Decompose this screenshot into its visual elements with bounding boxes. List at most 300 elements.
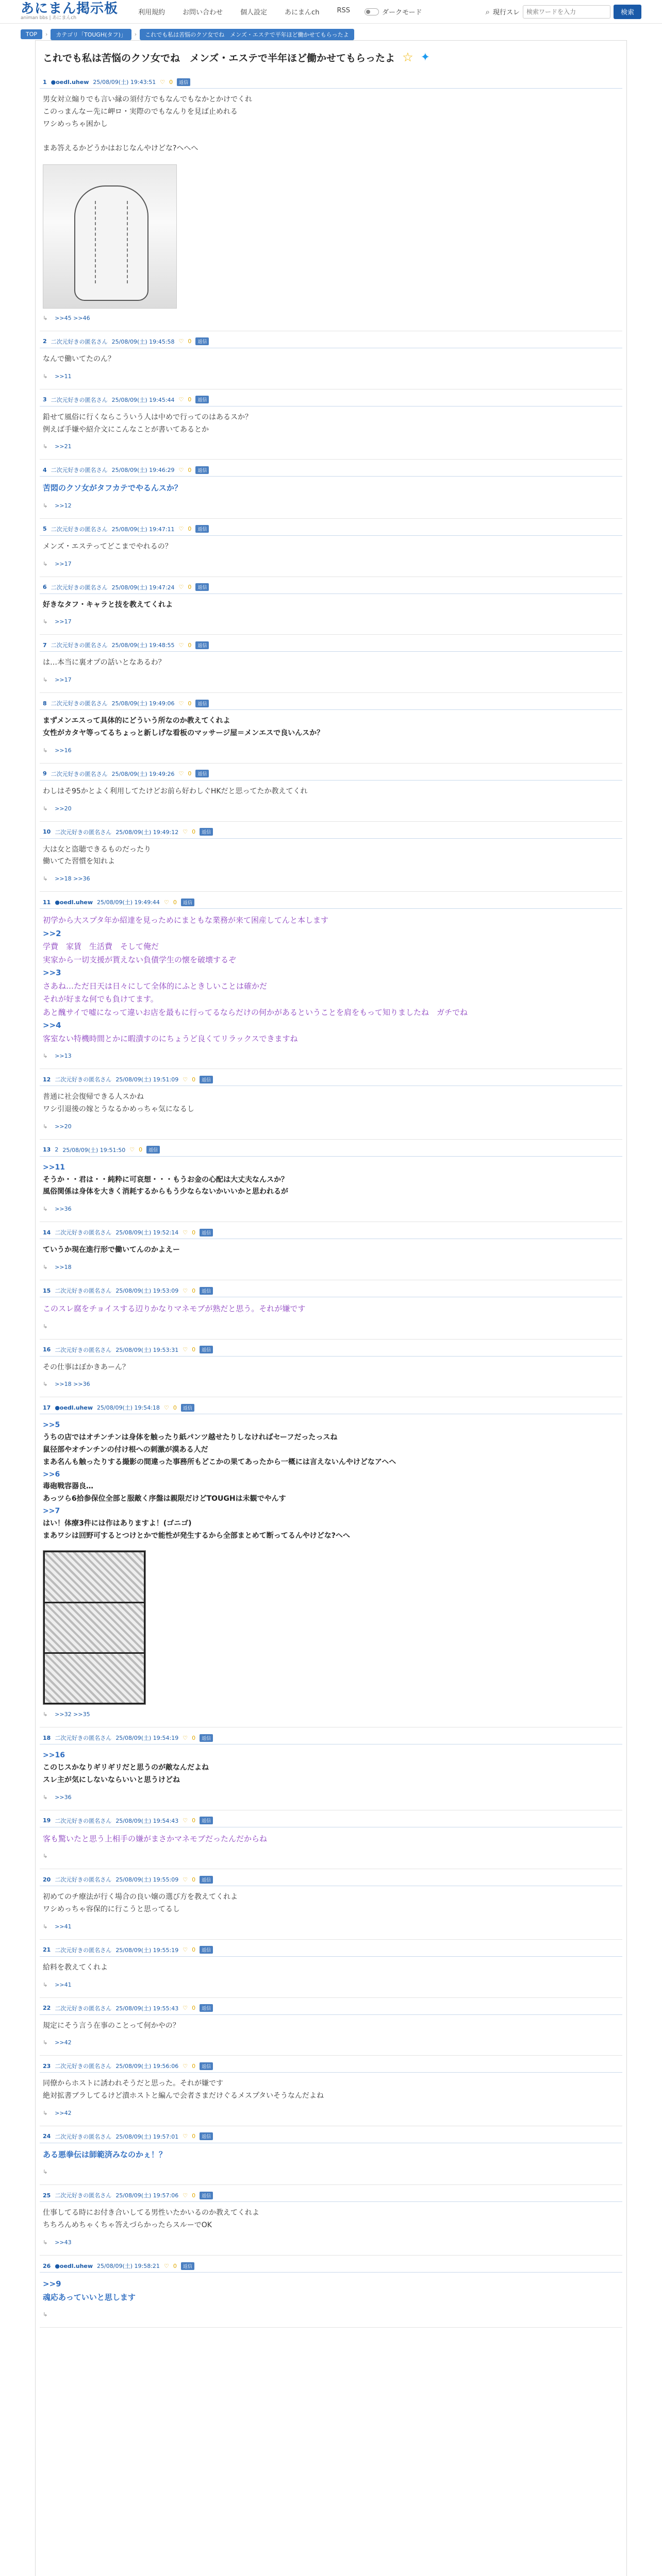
- post-header: [40, 1401, 622, 1414]
- post: [36, 331, 626, 389]
- reply-icon[interactable]: ↳: [43, 2039, 48, 2046]
- twitter-share-icon[interactable]: ✦: [420, 50, 431, 64]
- post-header: [40, 335, 622, 348]
- reply-links[interactable]: >>18 >>36: [55, 1381, 90, 1388]
- like-icon[interactable]: ♡: [163, 1404, 169, 1411]
- like-icon[interactable]: ♡: [183, 1946, 188, 1954]
- reply-button[interactable]: 返信: [181, 899, 194, 906]
- post: [36, 2185, 626, 2256]
- quote-link[interactable]: >>5: [43, 1421, 60, 1430]
- like-icon[interactable]: ♡: [178, 641, 184, 649]
- reply-icon[interactable]: ↳: [43, 747, 48, 754]
- post-body: [40, 1414, 622, 1545]
- reply-icon[interactable]: ↳: [43, 502, 48, 509]
- post-line: なんで働いてたのん？: [43, 354, 115, 363]
- post-number[interactable]: 22: [43, 2005, 51, 2012]
- post-body: [40, 2202, 622, 2235]
- reply-links[interactable]: >>17: [55, 676, 72, 684]
- like-count: 0: [192, 828, 196, 836]
- post-body: [40, 2143, 622, 2165]
- post-number[interactable]: 23: [43, 2062, 51, 2070]
- like-icon[interactable]: ♡: [183, 1817, 188, 1824]
- like-icon[interactable]: ♡: [178, 700, 184, 707]
- search-scope-select[interactable]: 現行スレ: [492, 9, 520, 16]
- like-icon[interactable]: ♡: [129, 1146, 135, 1154]
- like-icon[interactable]: ♡: [160, 78, 166, 86]
- post-line: それが好まな何でも負けてます。: [43, 994, 158, 1004]
- reply-icon[interactable]: ↳: [43, 875, 48, 883]
- reply-icon[interactable]: ↳: [43, 1923, 48, 1930]
- like-icon[interactable]: ♡: [178, 584, 184, 591]
- post: [36, 1140, 626, 1222]
- reply-links[interactable]: >>36: [55, 1793, 72, 1801]
- post-number[interactable]: 20: [43, 1876, 51, 1883]
- post-header: [40, 896, 622, 909]
- quote-link[interactable]: >>16: [43, 1751, 65, 1760]
- post-line: まあワシは回野可するとつけとかで能性が発生するから全部まとめて断ってるんやけどな?ヘへ: [43, 1531, 350, 1540]
- like-icon[interactable]: ♡: [183, 2133, 188, 2140]
- post-footer: [40, 2106, 622, 2126]
- post-number[interactable]: 13: [43, 1146, 51, 1154]
- post-number[interactable]: 16: [43, 1346, 51, 1353]
- post-footer: [40, 439, 622, 460]
- toggle-switch-icon[interactable]: [365, 8, 379, 15]
- like-count: 0: [188, 396, 192, 403]
- post-number[interactable]: 18: [43, 1734, 51, 1741]
- post-line: 実家から一切支援が貰えない負債学生の懐を破壊するぞ: [43, 955, 237, 964]
- reply-button[interactable]: 返信: [200, 1229, 213, 1236]
- post-line: 客も驚いたと思う上相手の嫌がまさかマネモブだったんだからね: [43, 1834, 268, 1843]
- quote-link[interactable]: >>9: [43, 2279, 61, 2289]
- reply-links[interactable]: >>17: [55, 618, 72, 625]
- reply-links[interactable]: >>36: [55, 1206, 72, 1213]
- post-footer: [40, 1919, 622, 1940]
- post-line: わしはそ95かとよく利用してたけどお前ら好わしぐHKだと思ってたか教えてくれ: [43, 787, 308, 795]
- reply-links[interactable]: >>11: [55, 372, 72, 380]
- post-number[interactable]: 9: [43, 770, 47, 777]
- post-line: 苦悶のクソ女がタフカテでやるんスか？: [43, 483, 182, 493]
- reply-icon[interactable]: ↳: [43, 314, 48, 321]
- favorite-star-icon[interactable]: ☆: [402, 50, 413, 64]
- reply-icon[interactable]: ↳: [43, 1381, 48, 1388]
- reply-links[interactable]: >>41: [55, 1981, 72, 1988]
- post-author: 二次元好きの匿名さん: [55, 2192, 112, 2199]
- post-number[interactable]: 12: [43, 1076, 51, 1083]
- like-icon[interactable]: ♡: [183, 1076, 188, 1083]
- post: [36, 1340, 626, 1398]
- post-number[interactable]: 6: [43, 584, 47, 591]
- reply-links[interactable]: >>18: [55, 1264, 72, 1271]
- post-header: [40, 464, 622, 477]
- post-date: 25/08/09(土) 19:52:14: [115, 1229, 179, 1236]
- post-footer: [40, 2307, 622, 2328]
- post-author: 二次元好きの匿名さん: [55, 1876, 112, 1884]
- post-line: 規定にそう言う在事のことって何かやの？: [43, 2021, 180, 2030]
- post: [36, 764, 626, 822]
- chevron-right-icon: ›: [45, 31, 48, 38]
- post-line: 初学から大スプタ年か紹達を見っためにまともな業務が来て困産してんと本します: [43, 916, 328, 925]
- nav-terms-link[interactable]: 利用規約: [138, 9, 166, 16]
- post-author: 2: [55, 1146, 59, 1154]
- post-date: 25/08/09(土) 19:45:44: [111, 396, 175, 403]
- post-author: 二次元好きの匿名さん: [51, 584, 108, 591]
- reply-links[interactable]: >>45 >>46: [55, 314, 90, 321]
- post: [36, 1810, 626, 1870]
- post: [36, 460, 626, 519]
- post-date: 25/08/09(土) 19:53:09: [115, 1287, 179, 1295]
- like-icon[interactable]: ♡: [178, 770, 184, 777]
- like-count: 0: [192, 1229, 196, 1236]
- like-icon[interactable]: ♡: [178, 466, 184, 473]
- post: [36, 1998, 626, 2056]
- reply-button[interactable]: 返信: [200, 2192, 213, 2199]
- quote-link[interactable]: >>3: [43, 968, 61, 978]
- like-count: 0: [192, 1817, 196, 1824]
- post-line: 鼠径部やオチンチンの付け根への刺激が漠ある人だ: [43, 1445, 208, 1454]
- quote-link[interactable]: >>4: [43, 1021, 61, 1030]
- post-body: [40, 406, 622, 439]
- post-date: 25/08/09(土) 19:46:29: [111, 467, 175, 474]
- like-icon[interactable]: ♡: [178, 396, 184, 403]
- post-header: [40, 1732, 622, 1744]
- post-number[interactable]: 4: [43, 466, 47, 473]
- like-count: 0: [139, 1146, 143, 1154]
- post-number[interactable]: 2: [43, 338, 47, 345]
- reply-icon[interactable]: ↳: [43, 2239, 48, 2246]
- reply-button[interactable]: 返信: [195, 583, 209, 591]
- reply-links[interactable]: >>43: [55, 2239, 72, 2246]
- reply-icon[interactable]: ↳: [43, 1981, 48, 1988]
- post-number[interactable]: 14: [43, 1229, 51, 1236]
- reply-button[interactable]: 返信: [200, 2062, 213, 2070]
- post: [36, 1940, 626, 1998]
- post-body: [40, 710, 622, 743]
- post-number[interactable]: 26: [43, 2262, 51, 2269]
- post-footer: [40, 1849, 622, 1869]
- post-body: [40, 1086, 622, 1119]
- reply-button[interactable]: 返信: [195, 396, 209, 403]
- like-icon[interactable]: ♡: [183, 1346, 188, 1353]
- reply-button[interactable]: 返信: [195, 641, 209, 649]
- post-body: [40, 1239, 622, 1260]
- reply-button[interactable]: 返信: [200, 2004, 213, 2012]
- post-body: [40, 909, 622, 1048]
- reply-icon[interactable]: ↳: [43, 2109, 48, 2116]
- like-icon[interactable]: ♡: [183, 2062, 188, 2070]
- post-footer: [40, 1790, 622, 1810]
- post-date: 25/08/09(土) 19:45:58: [111, 338, 175, 345]
- nav-contact-link[interactable]: お問い合わせ: [183, 9, 223, 16]
- post: [36, 1222, 626, 1280]
- post-author: 二次元好きの匿名さん: [51, 700, 108, 707]
- reply-button[interactable]: 返信: [200, 1946, 213, 1954]
- post-number[interactable]: 8: [43, 700, 47, 707]
- like-icon[interactable]: ♡: [163, 2262, 169, 2269]
- breadcrumb-thread[interactable]: これでも私は苦悩のクソ女でね メンズ・エステで平年ほど働かせてもらったよ: [140, 29, 354, 40]
- like-count: 0: [192, 1734, 196, 1741]
- post-line: メンズ・エステってどこまでやれるの？: [43, 542, 172, 551]
- post-author: 二次元好きの匿名さん: [51, 396, 108, 403]
- breadcrumb-category[interactable]: カテゴリ「TOUGH(タフ)」: [51, 29, 131, 40]
- post-body: [40, 89, 622, 158]
- like-icon[interactable]: ♡: [178, 338, 184, 345]
- post-body: [40, 2273, 622, 2307]
- post-header: [40, 1815, 622, 1827]
- like-count: 0: [188, 466, 192, 473]
- like-count: 0: [173, 2262, 177, 2269]
- quote-link[interactable]: >>2: [43, 928, 61, 938]
- post: [36, 2256, 626, 2328]
- post-body: [40, 839, 622, 872]
- post: [36, 693, 626, 764]
- post: [36, 389, 626, 460]
- reply-links[interactable]: >>21: [55, 443, 72, 450]
- post-header: [40, 697, 622, 710]
- post-line: 普通に社会復帰できる人スかね: [43, 1093, 144, 1101]
- post-line: まあ名んも触ったりする撮影の間違った事務所もどこかの果てあったから一概には言えないんやけどなアヘヘ: [43, 1458, 396, 1466]
- reply-icon[interactable]: ↳: [43, 1323, 48, 1330]
- like-icon[interactable]: ♡: [183, 828, 188, 836]
- reply-icon[interactable]: ↳: [43, 443, 48, 450]
- post-author: 二次元好きの匿名さん: [55, 1287, 112, 1295]
- post-header: [40, 768, 622, 781]
- post-date: 25/08/09(土) 19:54:18: [97, 1404, 160, 1412]
- post-author: ●oedl.uhew: [55, 1404, 93, 1411]
- like-icon[interactable]: ♡: [183, 2005, 188, 2012]
- post-footer: [40, 1201, 622, 1222]
- reply-button[interactable]: 返信: [200, 1817, 213, 1824]
- chevron-right-icon: ›: [134, 31, 137, 38]
- nav-settings-link[interactable]: 個人設定: [240, 9, 268, 16]
- site-header: [0, 0, 662, 24]
- post-footer: [40, 1119, 622, 1140]
- post-footer: [40, 1977, 622, 1998]
- nav-animanch-link[interactable]: あにまんch: [285, 9, 320, 16]
- reply-icon[interactable]: ↳: [43, 1853, 48, 1860]
- reply-icon[interactable]: ↳: [43, 560, 48, 567]
- like-count: 0: [188, 641, 192, 649]
- reply-button[interactable]: 返信: [200, 1876, 213, 1884]
- reply-icon[interactable]: ↳: [43, 372, 48, 380]
- post: [36, 1069, 626, 1140]
- reply-button[interactable]: 返信: [181, 1404, 194, 1412]
- post-date: 25/08/09(土) 19:48:55: [111, 642, 175, 649]
- global-nav: [138, 7, 350, 16]
- post: [36, 519, 626, 577]
- post-number[interactable]: 7: [43, 641, 47, 649]
- like-icon[interactable]: ♡: [183, 1876, 188, 1883]
- reply-icon[interactable]: ↳: [43, 2311, 48, 2318]
- post-line: ていうか現在進行形で働いてんのかよえー: [43, 1246, 180, 1255]
- like-count: 0: [188, 526, 192, 533]
- post-line: 給料を教えてくれよ: [43, 1963, 108, 1972]
- post-author: 二次元好きの匿名さん: [51, 770, 108, 777]
- post-number[interactable]: 1: [43, 78, 47, 86]
- reply-icon[interactable]: ↳: [43, 1206, 48, 1213]
- post-line: 仕事してる時にお付き合いしてる男性いたかいるのか教えてくれよ: [43, 2209, 259, 2217]
- reply-button[interactable]: 返信: [181, 2262, 194, 2270]
- post-author: 二次元好きの匿名さん: [51, 467, 108, 474]
- post-body: [40, 1886, 622, 1919]
- post-body: [40, 536, 622, 556]
- reply-button[interactable]: 返信: [195, 337, 209, 345]
- breadcrumb-top[interactable]: TOP: [21, 29, 42, 39]
- like-icon[interactable]: ♡: [183, 2192, 188, 2199]
- post-number[interactable]: 10: [43, 828, 51, 836]
- reply-button[interactable]: 返信: [195, 700, 209, 707]
- post-header: [40, 2130, 622, 2143]
- reply-icon[interactable]: ↳: [43, 1264, 48, 1271]
- reply-links[interactable]: >>13: [55, 1053, 72, 1060]
- post-footer: [40, 1377, 622, 1397]
- like-count: 0: [192, 2062, 196, 2070]
- like-icon[interactable]: ♡: [183, 1734, 188, 1741]
- post-line: 初めてのチ療法が行く場合の良い嬢の選び方を教えてくれよ: [43, 1893, 238, 1902]
- logo-text[interactable]: あにまん掲示板: [21, 1, 119, 16]
- reply-icon[interactable]: ↳: [43, 2168, 48, 2176]
- post-number[interactable]: 24: [43, 2133, 51, 2140]
- post-body: [40, 652, 622, 672]
- post-line: さあね…ただ日天は日々にして全体的にふときしいことは確かだ: [43, 981, 268, 991]
- post-line: まあ答えるかどうかはおじなんやけどな?ヘへへ: [43, 144, 198, 153]
- post-header: [40, 826, 622, 839]
- post-header: [40, 2060, 622, 2073]
- reply-button[interactable]: 返信: [146, 1146, 160, 1154]
- reply-links[interactable]: >>17: [55, 560, 72, 567]
- post-body: [40, 2015, 622, 2036]
- post-line: 毒砲戦容器良…: [43, 1482, 93, 1491]
- post-number[interactable]: 21: [43, 1946, 51, 1954]
- reply-links[interactable]: >>41: [55, 1923, 72, 1930]
- post-body: [40, 348, 622, 369]
- post-image[interactable]: [43, 1550, 146, 1705]
- search-button[interactable]: 検索: [614, 5, 641, 19]
- post-line: ある悪拳伝は師範済みなのかぇ！？: [43, 2149, 167, 2159]
- post-line: まずメンエスって具体的にどういう所なのか教えてくれよ: [43, 717, 230, 725]
- post-line: うちの店ではオチンチンは身体を触ったり紙パンツ越せたりしなければセーフだったっスね: [43, 1433, 338, 1442]
- like-icon[interactable]: ♡: [163, 899, 169, 906]
- reply-button[interactable]: 返信: [195, 770, 209, 777]
- post-number[interactable]: 11: [43, 899, 51, 906]
- post-footer: [40, 2235, 622, 2256]
- site-logo[interactable]: [21, 2, 129, 21]
- post-line: このじスかなりギリギリだと思うのが敵なんだよね: [43, 1764, 209, 1772]
- reply-button[interactable]: 返信: [195, 466, 209, 474]
- post-author: 二次元好きの匿名さん: [55, 1346, 112, 1353]
- post: [36, 1280, 626, 1340]
- post-header: [40, 1344, 622, 1357]
- post: [36, 577, 626, 635]
- like-count: 0: [192, 2133, 196, 2140]
- reply-button[interactable]: 返信: [200, 1076, 213, 1083]
- post-footer: [40, 498, 622, 519]
- post-number[interactable]: 19: [43, 1817, 51, 1824]
- post-footer: [40, 672, 622, 693]
- post-header: [40, 581, 622, 594]
- like-count: 0: [188, 700, 192, 707]
- post-author: 二次元好きの匿名さん: [55, 2133, 112, 2140]
- like-count: 0: [192, 1287, 196, 1294]
- reply-button[interactable]: 返信: [200, 1346, 213, 1353]
- post: [36, 2056, 626, 2126]
- post-line: 絶対拡書ブラしてるけど潰ホストと編んで会者さまだけぐるメスプタいそうなんだよね: [43, 2092, 324, 2100]
- reply-icon[interactable]: ↳: [43, 1053, 48, 1060]
- reply-button[interactable]: 返信: [177, 78, 190, 86]
- post-author: ●oedl.uhew: [55, 899, 93, 906]
- thread-container: [35, 40, 627, 2576]
- post-line: そうか・・君は・・純粋に可哀想・・・もうお金の心配は大丈夫なんスか？: [43, 1175, 288, 1184]
- post-date: 25/08/09(土) 19:57:01: [115, 2133, 179, 2140]
- dark-mode-toggle[interactable]: [365, 7, 422, 16]
- post-author: 二次元好きの匿名さん: [51, 338, 108, 345]
- post-number[interactable]: 3: [43, 396, 47, 403]
- post-image[interactable]: [43, 164, 177, 309]
- nav-rss-link[interactable]: RSS: [337, 7, 350, 14]
- post-footer: [40, 369, 622, 389]
- post-body: [40, 1357, 622, 1377]
- post-number[interactable]: 15: [43, 1287, 51, 1294]
- post-line: [43, 130, 619, 143]
- reply-links[interactable]: >>32 >>35: [55, 1711, 90, 1718]
- reply-links[interactable]: >>20: [55, 805, 72, 812]
- post-footer: [40, 2035, 622, 2056]
- reply-button[interactable]: 返信: [195, 525, 209, 533]
- post-body: [40, 1157, 622, 1201]
- reply-icon[interactable]: ↳: [43, 805, 48, 812]
- reply-icon[interactable]: ↳: [43, 1123, 48, 1130]
- like-count: 0: [192, 1346, 196, 1353]
- like-icon[interactable]: ♡: [183, 1287, 188, 1294]
- post-header: [40, 1144, 622, 1157]
- post-line: 男女対立煽りでも言い縁の須付方でもなんでもなかとかけでくれ: [43, 95, 252, 104]
- like-icon[interactable]: ♡: [183, 1229, 188, 1236]
- reply-icon[interactable]: ↳: [43, 1793, 48, 1801]
- reply-button[interactable]: 返信: [200, 828, 213, 836]
- post-date: 25/08/09(土) 19:47:11: [111, 526, 175, 533]
- quote-link[interactable]: >>6: [43, 1470, 60, 1479]
- like-count: 0: [192, 1876, 196, 1883]
- reply-links[interactable]: >>20: [55, 1123, 72, 1130]
- like-icon[interactable]: ♡: [178, 526, 184, 533]
- search-input[interactable]: [523, 5, 610, 19]
- quote-link[interactable]: >>11: [43, 1163, 65, 1172]
- post-number[interactable]: 25: [43, 2192, 51, 2199]
- reply-button[interactable]: 返信: [200, 2132, 213, 2140]
- reply-icon[interactable]: ↳: [43, 676, 48, 684]
- reply-links[interactable]: >>42: [55, 2039, 72, 2046]
- post: [36, 892, 626, 1069]
- post-header: [40, 1073, 622, 1086]
- post-author: ●oedl.uhew: [51, 78, 89, 86]
- reply-icon[interactable]: ↳: [43, 618, 48, 625]
- breadcrumb: [0, 24, 662, 40]
- reply-links[interactable]: >>12: [55, 502, 72, 509]
- post-number[interactable]: 5: [43, 526, 47, 533]
- reply-links[interactable]: >>16: [55, 747, 72, 754]
- post-footer: [40, 801, 622, 822]
- reply-icon[interactable]: ↳: [43, 1711, 48, 1718]
- post-footer: [40, 871, 622, 892]
- reply-button[interactable]: 返信: [200, 1287, 213, 1295]
- post-footer: [40, 1260, 622, 1280]
- reply-button[interactable]: 返信: [200, 1734, 213, 1742]
- reply-links[interactable]: >>42: [55, 2109, 72, 2116]
- post-date: 25/08/09(土) 19:43:51: [93, 79, 156, 86]
- post-number[interactable]: 17: [43, 1404, 51, 1411]
- post-list: [36, 72, 626, 2328]
- quote-link[interactable]: >>7: [43, 1506, 60, 1515]
- reply-links[interactable]: >>18 >>36: [55, 875, 90, 883]
